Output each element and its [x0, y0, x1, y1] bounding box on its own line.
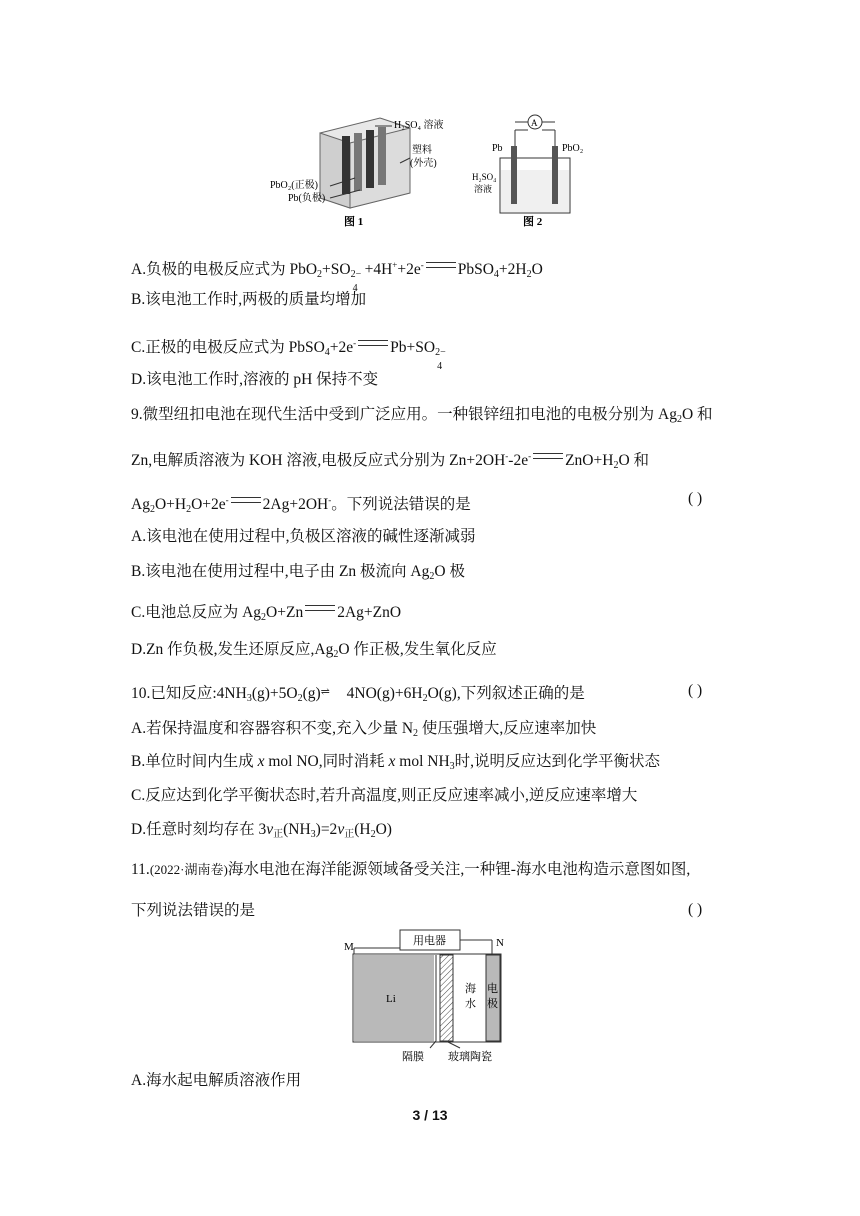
q9-option-c: C.电池总反应为 $Ag_2O+Zn$ 2Ag+ZnO — [131, 604, 402, 623]
fig2-pb-label: Pb — [492, 143, 503, 154]
q10-option-c: C.反应达到化学平衡状态时,若升高温度,则正反应速率减小,逆反应速率增大 — [131, 787, 638, 804]
q9-option-d: D.Zn 作负极,发生还原反应$,Ag_2O$ 作正极,发生氧化反应 — [131, 641, 497, 660]
seawater-label-2: 水 — [465, 998, 476, 1010]
q11-stem-line1: 11.(2022·湖南卷)海水电池在海洋能源领域备受关注,一种锂-海水电池构造示意图如图, — [131, 861, 691, 878]
q10-answer-paren[interactable]: ( ) — [688, 682, 703, 699]
lithium-seawater-battery-figure — [340, 928, 520, 1068]
fig1-pb-label: Pb(负极) — [288, 193, 326, 204]
q10-option-d: D.任意时刻均存在 $3v_正(NH_3)=2v_正(H_2O)$ — [131, 821, 392, 840]
q9-answer-paren[interactable]: ( ) — [688, 490, 703, 507]
q9-stem-line2: Zn,电解质溶液为 KOH 溶液,电极反应式分别为 Zn+2OH--2e- $ZnO+H_2O$ 和 — [131, 451, 650, 472]
li-label: Li — [386, 993, 396, 1005]
electrode-label-1: 电 — [487, 983, 498, 995]
fig2-ammeter-label: A — [531, 118, 538, 128]
equals-sign — [305, 605, 335, 611]
q8-option-d: D.该电池工作时,溶液的 pH 保持不变 — [131, 371, 379, 388]
q9-stem-line1: 9.微型纽扣电池在现代生活中受到广泛应用。一种银锌纽扣电池的电极分别为 $Ag_2O$ 和 — [131, 406, 713, 425]
fig2-h2so4-label: H₂SO₄ — [472, 172, 497, 182]
reversible-arrow-icon: ⇌ — [320, 686, 330, 698]
glass-ceramic-layer — [440, 955, 453, 1041]
q9-option-b: B.该电池在使用过程中,电子由 Zn 极流向 $Ag_2O$ 极 — [131, 563, 465, 582]
fig2-solution-label: 溶液 — [474, 184, 493, 194]
fig1-shell-label: (外壳) — [410, 158, 437, 169]
fig1-h2so4-label: H₂SO₄ 溶液 — [394, 120, 444, 131]
fig2-pbo2-label: PbO₂ — [562, 143, 584, 154]
equals-sign — [533, 453, 563, 459]
equals-sign — [231, 497, 261, 503]
membrane-label: 隔膜 — [402, 1051, 424, 1063]
fig2-caption: 图 2 — [523, 216, 543, 228]
q9-stem-line3: $Ag_2O+H_2O+2e^-$ 2Ag+2OH-。下列说法错误的是 — [131, 495, 471, 516]
q11-stem-line2: 下列说法错误的是 — [131, 902, 256, 919]
glass-ceramic-label: 玻璃陶瓷 — [448, 1051, 492, 1063]
fig1-pbo2-label: PbO₂(正极) — [270, 180, 318, 191]
figure-1-battery — [320, 118, 410, 208]
q10-stem: 10.已知反应$:4NH_3(g)+5O_2(g)\rightleftharpoons$ $4NO(g)+6H_2O(g)$,下列叙述正确的是 — [131, 682, 585, 709]
terminal-n-label: N — [496, 937, 504, 949]
q8-option-c: C.正极的电极反应式为 PbSO$_4$+2e- Pb+SO 2− 4 — [131, 338, 446, 373]
q8-option-b: B.该电池工作时,两极的质量均增加 — [131, 291, 367, 308]
q11-option-a: A.海水起电解质溶液作用 — [131, 1072, 302, 1089]
equals-sign — [358, 340, 388, 346]
q10-option-b: B.单位时间内生成 x mol NO,同时消耗 x mol $NH_3$时,说明反应达到化学平衡状态 — [131, 753, 661, 772]
equals-sign — [426, 262, 456, 268]
device-label: 用电器 — [413, 935, 446, 947]
electrode-label-2: 极 — [487, 998, 498, 1010]
q8-option-a: A.负极的电极反应式为 PbO$_2$+SO 2− 4 +4H++2e- $PbSO_4+2H_2O$ — [131, 260, 543, 295]
q9-option-a: A.该电池在使用过程中,负极区溶液的碱性逐渐减弱 — [131, 528, 476, 545]
fig1-plastic-label: 塑料 — [412, 145, 432, 156]
figure-2-cell — [500, 115, 570, 213]
page-number: 3 / 13 — [412, 1107, 448, 1123]
q10-option-a: A.若保持温度和容器容积不变,充入少量 $N_2$ 使压强增大,反应速率加快 — [131, 720, 597, 739]
lead-acid-battery-figures — [260, 108, 610, 233]
seawater-label-1: 海 — [465, 983, 476, 995]
terminal-m-label: M — [344, 941, 354, 953]
q11-answer-paren[interactable]: ( ) — [688, 901, 703, 918]
fig1-caption: 图 1 — [344, 216, 364, 228]
